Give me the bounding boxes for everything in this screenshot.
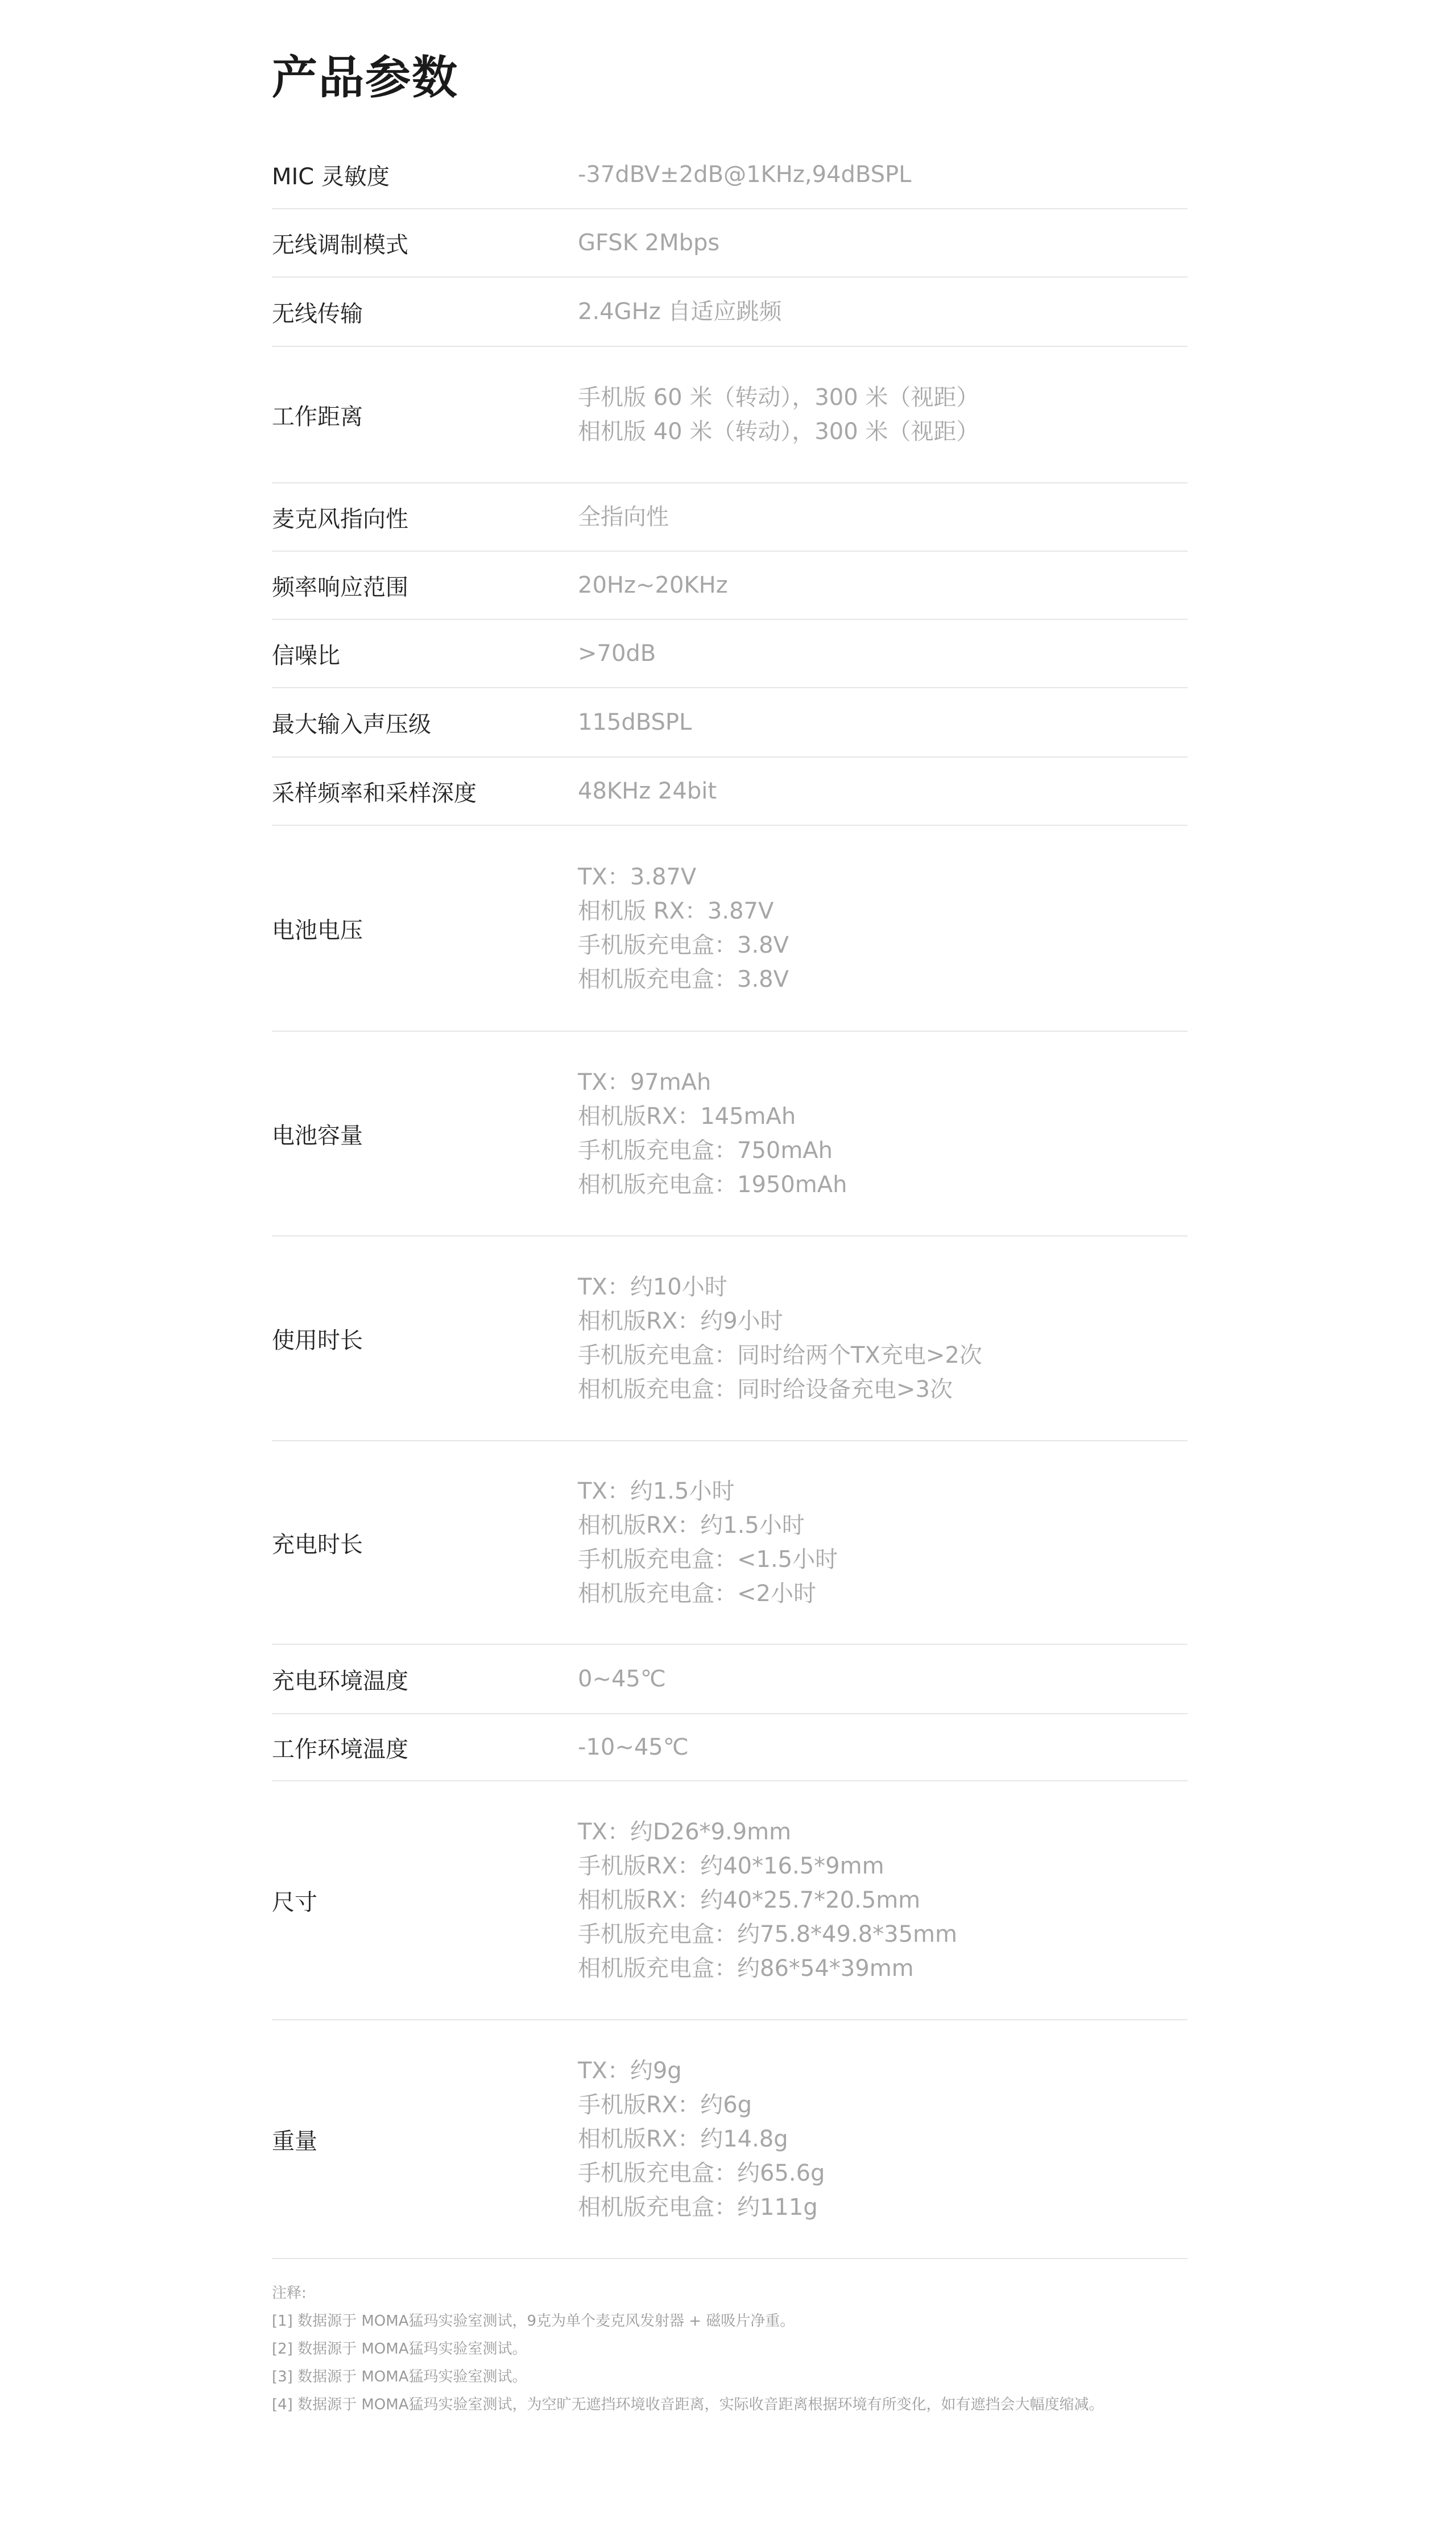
- spec-values: [578, 295, 1188, 329]
- spec-row: [272, 2020, 1188, 2259]
- note-item: [2] 数据源于 MOMA猛玛实验室测试。: [272, 2340, 527, 2358]
- spec-label: 尺寸: [272, 1889, 317, 1916]
- spec-values: [578, 1270, 1188, 1407]
- spec-row: [272, 1032, 1188, 1236]
- spec-value: TX：约10小时: [578, 1274, 727, 1300]
- spec-value: 相机版充电盒：3.8V: [578, 966, 789, 992]
- spec-value: TX：约1.5小时: [578, 1478, 735, 1504]
- spec-row: [272, 209, 1188, 278]
- spec-label: 电池电压: [272, 917, 363, 944]
- spec-values: [578, 705, 1188, 739]
- spec-values: [578, 1730, 1188, 1764]
- spec-value: 相机版RX：约14.8g: [578, 2126, 788, 2152]
- spec-row: [272, 1441, 1188, 1645]
- spec-values: [578, 860, 1188, 996]
- notes-section: [272, 2280, 1188, 2419]
- spec-row: [272, 1236, 1188, 1441]
- spec-label: 采样频率和采样深度: [272, 780, 477, 807]
- spec-value: GFSK 2Mbps: [578, 230, 720, 256]
- spec-value: 相机版RX：约1.5小时: [578, 1512, 805, 1539]
- spec-value: -37dBV±2dB@1KHz,94dBSPL: [578, 162, 912, 188]
- spec-value: 全指向性: [578, 504, 669, 530]
- spec-row: [272, 1714, 1188, 1781]
- spec-label: 使用时长: [272, 1327, 363, 1354]
- note-item: [1] 数据源于 MOMA猛玛实验室测试，9克为单个麦克风发射器 + 磁吸片净重。: [272, 2313, 795, 2330]
- spec-value: 相机版充电盒：<2小时: [578, 1581, 816, 1607]
- spec-value: -10~45℃: [578, 1734, 689, 1760]
- spec-values: [578, 2054, 1188, 2224]
- spec-row: [272, 688, 1188, 758]
- spec-values: [578, 1815, 1188, 1986]
- spec-label: 充电时长: [272, 1531, 363, 1558]
- spec-value: 2.4GHz 自适应跳频: [578, 299, 782, 325]
- spec-value: 手机版RX：约40*16.5*9mm: [578, 1853, 884, 1879]
- spec-label: 电池容量: [272, 1122, 363, 1149]
- spec-value: 115dBSPL: [578, 709, 692, 735]
- spec-value: >70dB: [578, 640, 656, 667]
- spec-label: 工作环境温度: [272, 1736, 408, 1763]
- spec-row: [272, 1645, 1188, 1714]
- spec-label: 充电环境温度: [272, 1668, 408, 1694]
- spec-values: [578, 636, 1188, 671]
- notes-heading: 注释:: [272, 2285, 307, 2302]
- spec-label: 最大输入声压级: [272, 711, 431, 738]
- spec-value: 手机版充电盒：同时给两个TX充电>2次: [578, 1342, 982, 1368]
- spec-value: 48KHz 24bit: [578, 778, 717, 804]
- spec-value: 手机版充电盒：约75.8*49.8*35mm: [578, 1921, 957, 1947]
- spec-label: 重量: [272, 2128, 317, 2154]
- spec-value: 手机版充电盒：约65.6g: [578, 2160, 825, 2186]
- spec-values: [578, 1474, 1188, 1611]
- spec-row: [272, 483, 1188, 552]
- spec-values: [578, 500, 1188, 534]
- spec-row: [272, 826, 1188, 1032]
- spec-row: [272, 552, 1188, 620]
- spec-value: 0~45℃: [578, 1666, 666, 1692]
- spec-row: [272, 620, 1188, 688]
- spec-row: [272, 278, 1188, 347]
- spec-label: 无线传输: [272, 300, 363, 327]
- spec-value: 相机版RX：约40*25.7*20.5mm: [578, 1887, 921, 1913]
- spec-value: 20Hz~20KHz: [578, 572, 728, 598]
- spec-value: 相机版RX：约9小时: [578, 1308, 783, 1334]
- spec-value: 手机版 60 米（转动），300 米（视距）: [578, 384, 979, 411]
- spec-value: 相机版 RX：3.87V: [578, 898, 774, 924]
- page-title: 产品参数: [272, 51, 458, 104]
- spec-row: [272, 347, 1188, 483]
- spec-value: 手机版充电盒：<1.5小时: [578, 1546, 838, 1573]
- spec-row: [272, 1781, 1188, 2020]
- spec-value: 相机版充电盒：同时给设备充电>3次: [578, 1376, 953, 1403]
- spec-value: 相机版充电盒：约86*54*39mm: [578, 1955, 914, 1982]
- spec-value: TX：3.87V: [578, 864, 697, 890]
- note-item: [3] 数据源于 MOMA猛玛实验室测试。: [272, 2368, 527, 2385]
- spec-values: [578, 1662, 1188, 1696]
- note-item: [4] 数据源于 MOMA猛玛实验室测试，为空旷无遮挡环境收音距离，实际收音距离根据环境有所变化，如有遮挡会大幅度缩减。: [272, 2396, 1104, 2413]
- spec-table: [272, 141, 1188, 2259]
- spec-value: 相机版充电盒：约111g: [578, 2194, 818, 2220]
- spec-values: [578, 774, 1188, 808]
- spec-row: [272, 758, 1188, 826]
- spec-label: 工作距离: [272, 403, 363, 430]
- spec-values: [578, 1065, 1188, 1202]
- spec-value: 相机版 40 米（转动），300 米（视距）: [578, 419, 979, 445]
- spec-values: [578, 568, 1188, 602]
- spec-label: MIC 灵敏度: [272, 163, 390, 190]
- spec-value: 手机版RX：约6g: [578, 2092, 752, 2118]
- spec-label: 无线调制模式: [272, 231, 408, 258]
- spec-value: 手机版充电盒：3.8V: [578, 932, 789, 958]
- spec-value: 手机版充电盒：750mAh: [578, 1138, 833, 1164]
- spec-values: [578, 226, 1188, 260]
- spec-value: 相机版RX：145mAh: [578, 1103, 796, 1130]
- spec-label: 频率响应范围: [272, 574, 408, 601]
- spec-row: [272, 141, 1188, 209]
- spec-value: TX：约9g: [578, 2058, 682, 2084]
- spec-value: TX：97mAh: [578, 1069, 712, 1095]
- spec-label: 信噪比: [272, 642, 340, 669]
- spec-values: [578, 158, 1188, 192]
- spec-value: TX：约D26*9.9mm: [578, 1819, 792, 1845]
- spec-value: 相机版充电盒：1950mAh: [578, 1172, 847, 1198]
- spec-values: [578, 381, 1188, 449]
- spec-label: 麦克风指向性: [272, 506, 408, 532]
